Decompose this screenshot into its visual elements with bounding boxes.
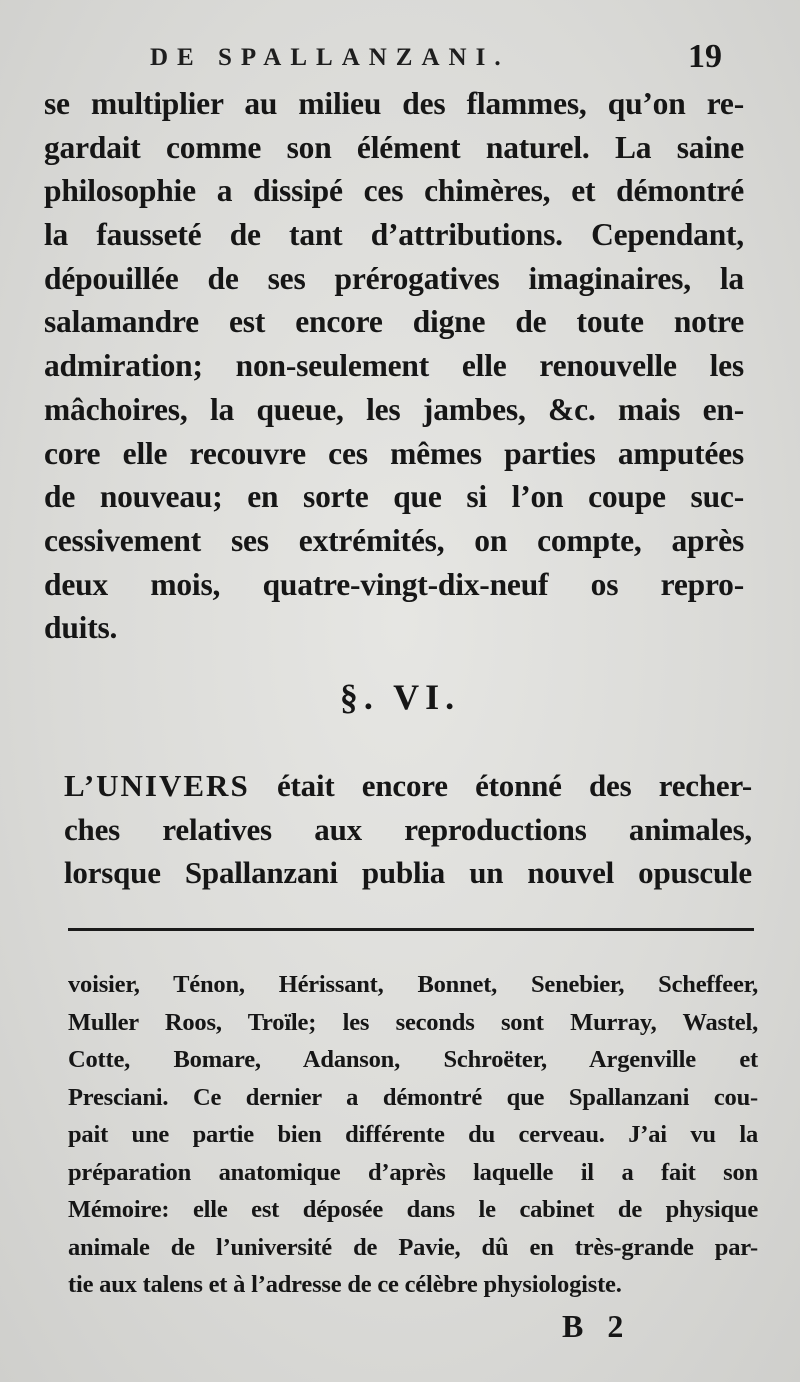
text-line: gardait comme son élément naturel. La saine [44, 129, 744, 165]
text-line: lorsque Spallanzani publia un nouvel opuscule [64, 855, 752, 891]
text-line: ches relatives aux reproductions animales, [64, 811, 752, 847]
text-line: dépouillée de ses prérogatives imaginaires, la [44, 260, 744, 296]
text-line: la fausseté de tant d’attributions. Cependant, [44, 217, 744, 253]
text-line: deux mois, quatre-vingt-dix-neuf os repro- [44, 566, 744, 602]
text-line: se multiplier au milieu des flammes, qu’on re- [44, 86, 744, 121]
footnote-line: Muller Roos, Troïle; les seconds sont Murray, Wastel, [68, 1008, 758, 1036]
text-line: duits. [44, 610, 118, 646]
text-line: core elle recouvre ces mêmes parties amputées [44, 435, 744, 471]
text-line [64, 764, 752, 808]
text-line: admiration; non-seulement elle renouvelle les [44, 348, 744, 384]
text-line: mâchoires, la queue, les jambes, &c. mais en- [44, 391, 744, 427]
section-heading: §. VI. [339, 677, 461, 717]
footnote-line: préparation anatomique d’après laquelle il a fait son [68, 1158, 758, 1186]
text-line: de nouveau; en sorte que si l’on coupe suc- [44, 479, 744, 515]
page-number: 19 [688, 38, 722, 75]
text-line: salamandre est encore digne de toute notre [44, 304, 744, 340]
page-header [0, 38, 800, 78]
signature-mark: B 2 [562, 1308, 632, 1344]
section-paragraph [64, 764, 752, 895]
running-title: DE SPALLANZANI. [150, 44, 510, 71]
footnote-line: Presciani. Ce dernier a démontré que Spallanzani cou- [68, 1083, 758, 1111]
text-line: philosophie a dissipé ces chimères, et démontré [44, 173, 744, 209]
body-paragraph [44, 82, 744, 650]
footnote-line: Mémoire: elle est déposée dans le cabinet de physique [68, 1196, 758, 1223]
footnote-line: pait une partie bien différente du cerveau. J’ai vu la [68, 1121, 758, 1148]
footnote-line: tie aux talens et à l’adresse de ce célèbre physiologiste. [68, 1271, 622, 1298]
text-line: cessivement ses extrémités, on compte, après [44, 522, 744, 558]
footnote-line: voisier, Ténon, Hérissant, Bonnet, Senebier, Scheffeer, [68, 971, 758, 998]
footnote-rule [68, 928, 754, 931]
opening-word: L’UNIVERS [64, 768, 250, 803]
opening-line-text: était encore étonné des recher- [276, 768, 752, 803]
footnote [68, 966, 758, 1304]
footnote-line: animale de l’université de Pavie, dû en très-grande par- [68, 1233, 758, 1261]
footnote-line: Cotte, Bomare, Adanson, Schroëter, Argenville et [68, 1046, 758, 1073]
